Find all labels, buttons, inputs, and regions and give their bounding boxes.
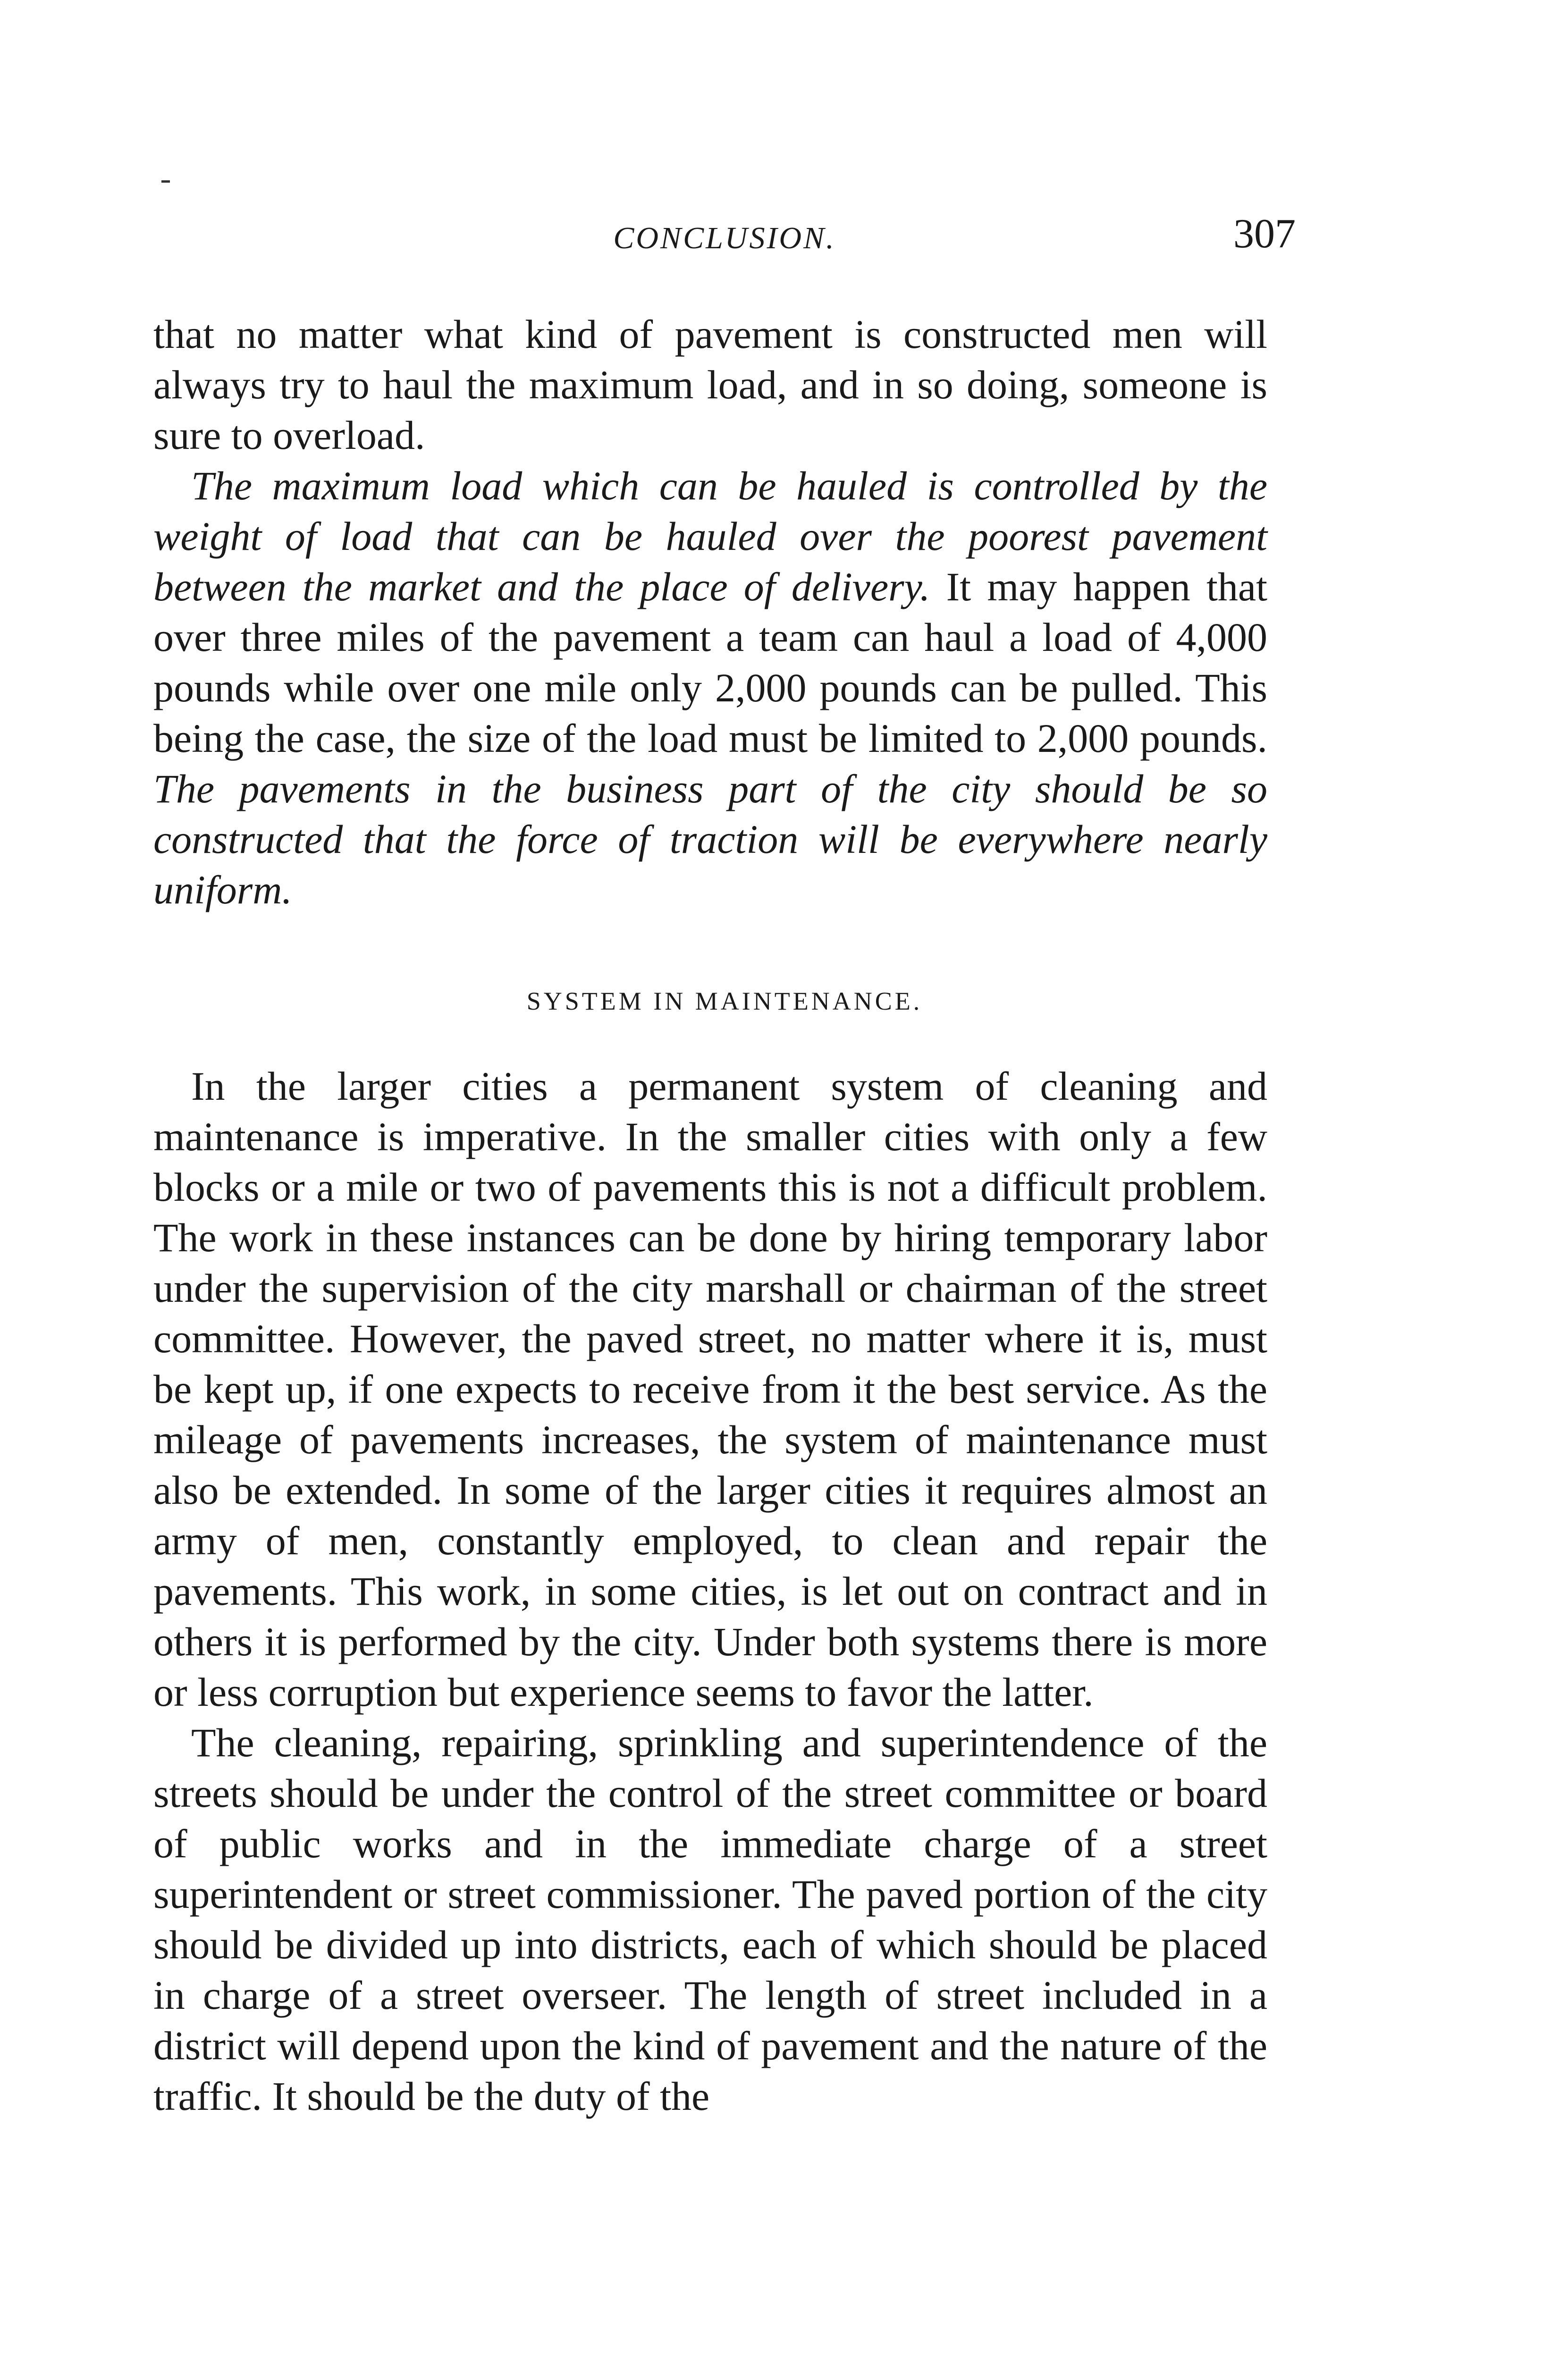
- paragraph: [153, 1718, 1267, 2122]
- italic-text-run: The pavements in the business part of the city should be so constructed that the force of traction will be everywhere nearly uniform.: [153, 766, 1267, 912]
- running-head: CONCLUSION.: [613, 221, 836, 255]
- page-header: [153, 210, 1296, 257]
- section-heading: SYSTEM IN MAINTENANCE.: [526, 987, 923, 1015]
- paragraph: [153, 1061, 1267, 1718]
- text-block-top: [153, 309, 1267, 915]
- paragraph: [153, 309, 1267, 461]
- page-number: 307: [1233, 211, 1296, 257]
- paragraph: [153, 461, 1267, 915]
- text-run: It may happen that over three miles of the pavement a team can haul a load of 4,000 pounds while over one mile only 2,000 pounds can be pulled. This being the case, the size of the load must be limited to 2,000 pounds.: [153, 564, 1267, 761]
- stray-ink-mark: [161, 180, 170, 183]
- italic-text-run: The maximum load which can be hauled is controlled by the weight of load that can be hauled over the poorest pavement between the market and the place of delivery.: [153, 463, 1267, 609]
- text-run: The cleaning, repairing, sprinkling and superintendence of the streets should be under the control of the street committee or board of public works and in the immediate charge of a street superintendent or street commissioner. The paved portion of the city should be divided up into districts, each of which should be placed in charge of a street overseer. The length of street included in a district will depend upon the kind of pavement and the nature of the traffic. It should be the duty of the: [153, 1720, 1267, 2119]
- text-block-bottom: [153, 1061, 1267, 2122]
- text-run: that no matter what kind of pavement is constructed men will always try to haul the maximum load, and in so doing, someone is sure to overload.: [153, 312, 1267, 458]
- text-run: In the larger cities a permanent system of cleaning and maintenance is imperative. In the smaller cities with only a few blocks or a mile or two of pavements this is not a difficult problem. The work in these instances can be done by hiring temporary labor under the supervision of the city marshall or chairman of the street committee. However, the paved street, no matter where it is, must be kept up, if one expects to receive from it the best service. As the mileage of pavements increases, the system of maintenance must also be extended. In some of the larger cities it requires almost an army of men, constantly employed, to clean and repair the pavements. This work, in some cities, is let out on contract and in others it is performed by the city. Under both systems there is more or less corruption but experience seems to favor the latter.: [153, 1063, 1267, 1715]
